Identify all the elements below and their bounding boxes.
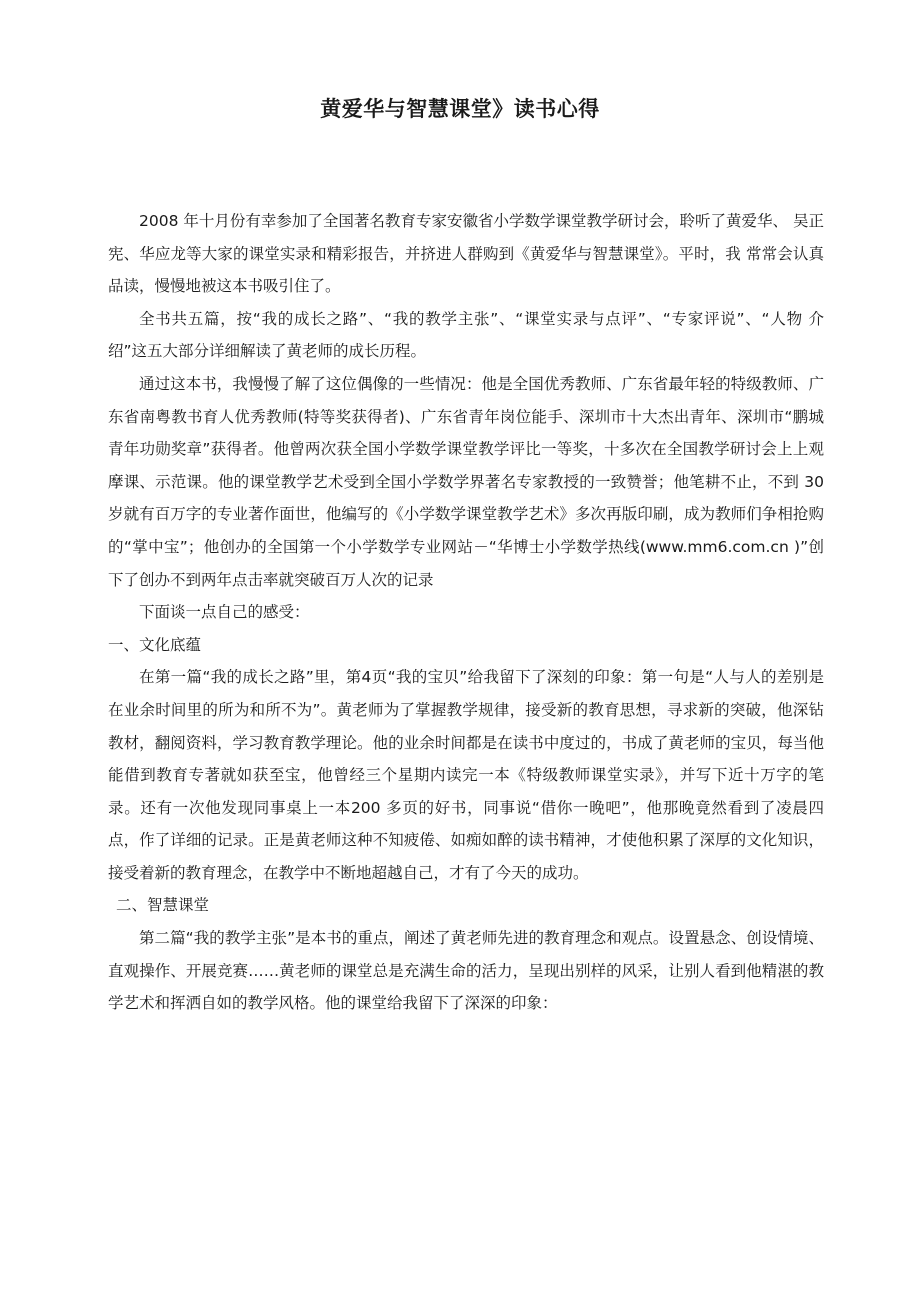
paragraph-intro: 2008 年十月份有幸参加了全国著名教育专家安徽省小学数学课堂教学研讨会，聆听了黄爱华、 吴正宪、华应龙等大家的课堂实录和精彩报告，并挤进人群购到《黄爱华与智慧课堂》。平时，我 常常会认真品读，慢慢地被这本书吸引住了。 [108,212,824,296]
paragraph-structure: 全书共五篇，按“我的成长之路”、“我的教学主张”、“课堂实录与点评”、“专家评说”、“人物 介绍”这五大部分详细解读了黄老师的成长历程。 [108,309,824,361]
document-title: 黄爱华与智慧课堂》读书心得 [320,97,600,121]
section-heading-smart-classroom: 二、智慧课堂 [116,896,210,915]
paragraph-smart-classroom: 第二篇“我的教学主张”是本书的重点，阐述了黄老师先进的教育理念和观点。设置悬念、创设情境、直观操作、开展竞赛……黄老师的课堂总是充满生命的活力，呈现出别样的风采，让别人看到他精湛的教学艺术和挥洒自如的教学风格。他的课堂给我留下了深深的印象： [108,929,824,1013]
section-heading-culture: 一、文化底蕴 [108,635,202,654]
paragraph-transition: 下面谈一点自己的感受： [139,603,310,622]
paragraph-biography: 通过这本书，我慢慢了解了这位偶像的一些情况：他是全国优秀教师、广东省最年轻的特级教师、广东省南粤教书育人优秀教师(特等奖获得者)、广东省青年岗位能手、深圳市十大杰出青年、深圳市“鹏城青年功勋奖章”获得者。他曾两次获全国小学数学课堂教学评比一等奖，十多次在全国教学研讨会上上观摩课、示范课。他的课堂教学艺术受到全国小学数学界著名专家教授的一致赞誉；他笔耕不止，不到 30 岁就有百万字的专业著作面世，他编写的《小学数学课堂教学艺术》多次再版印刷，成为教师们争相抢购的“掌中宝”；他创办的全国第一个小学数学专业网站－“华博士小学数学热线(www.mm6.com.cn )”创下了创办不到两年点击率就突破百万人次的记录 [108,374,824,589]
document-body [108,205,824,1020]
paragraph-culture: 在第一篇“我的成长之路”里，第4页“我的宝贝”给我留下了深刻的印象：第一句是“人与人的差别是在业余时间里的所为和所不为”。黄老师为了掌握教学规律，接受新的教育思想，寻求新的突破，他深钻教材，翻阅资料，学习教育教学理论。他的业余时间都是在读书中度过的，书成了黄老师的宝贝，每当他能借到教育专著就如获至宝，他曾经三个星期内读完一本《特级教师课堂实录》，并写下近十万字的笔录。还有一次他发现同事桌上一本200 多页的好书，同事说“借你一晚吧”，他那晚竟然看到了凌晨四点，作了详细的记录。正是黄老师这种不知疲倦、如痴如醉的读书精神，才使他积累了深厚的文化知识，接受着新的教育理念，在教学中不断地超越自己，才有了今天的成功。 [108,668,824,882]
